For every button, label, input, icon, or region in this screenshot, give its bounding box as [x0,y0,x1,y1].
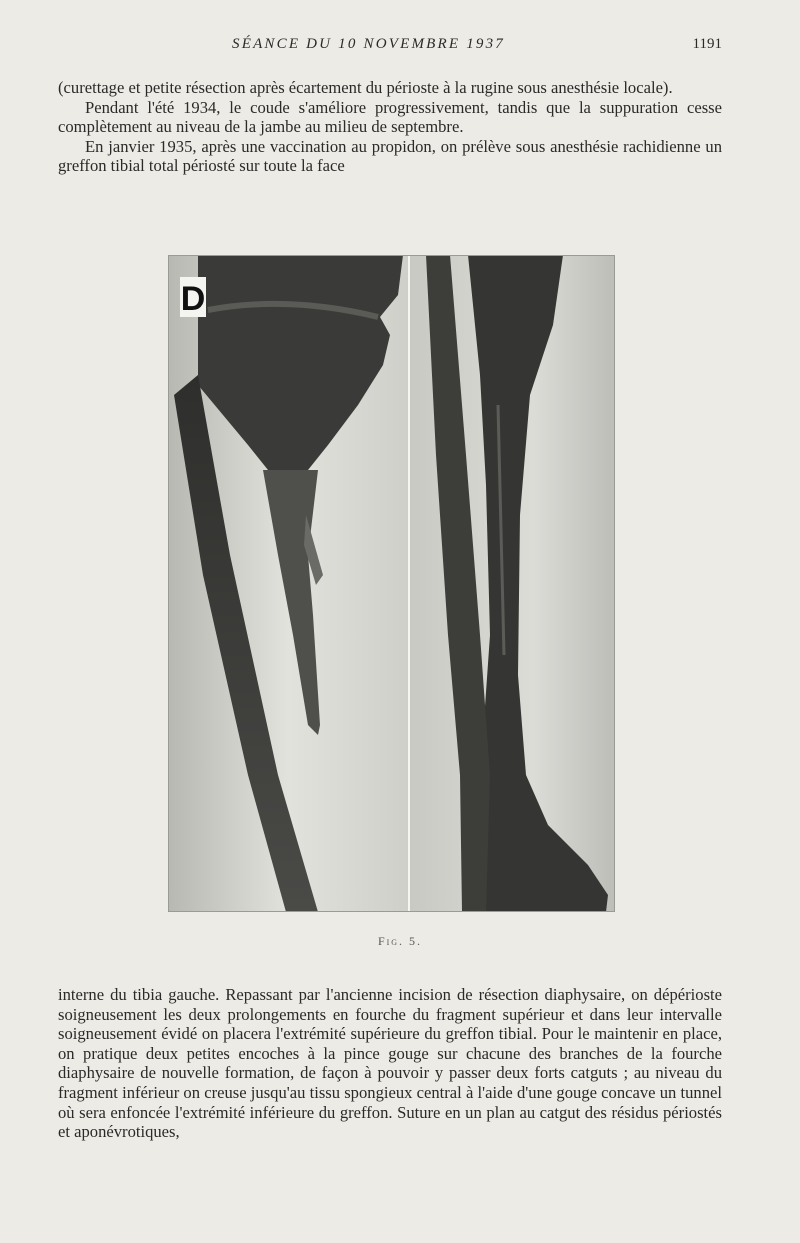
paragraph: interne du tibia gauche. Repassant par l'ancienne incision de résection diaphysaire, on dépérioste soigneusement les deux prolongements en fourche du fragment supérieur et dans leur intervalle soigneusement évidé on placera l'extrémité supérieure du greffon tibial. Pour le maintenir en place, on pratique deux petites encoches à la pince gouge sur chacune des branches de la fourche diaphysaire de nouvelle formation, de façon à pouvoir y passer deux forts catguts ; au niveau du fragment inférieur on creuse jusqu'au tissu spongieux central à l'aide d'une gouge concave un tunnel où sera enfoncée l'extrémité inférieure du greffon. Suture en un plan au catgut des résidus périostés et aponévrotiques, [58,985,722,1142]
xray-figure [168,255,615,912]
figure-caption: Fig. 5. [377,934,423,948]
paragraph: En janvier 1935, après une vaccination au propidon, on prélève sous anesthésie rachidienne un greffon tibial total périosté sur toute la face [58,136,722,176]
d-marker: D [180,280,206,318]
running-head: SÉANCE DU 10 NOVEMBRE 1937 [232,36,506,52]
paragraph: (curettage et petite résection après écartement du périoste à la rugine sous anesthésie locale). [58,78,673,97]
paragraph: Pendant l'été 1934, le coude s'améliore progressivement, tandis que la suppuration cesse complètement au niveau de la jambe au milieu de septembre. [58,97,722,137]
bottom-text [58,985,722,1142]
xray-image [168,255,615,912]
page-header [0,36,800,56]
page-number: 1191 [692,36,722,52]
top-text [58,78,722,176]
panel-divider [408,255,410,912]
